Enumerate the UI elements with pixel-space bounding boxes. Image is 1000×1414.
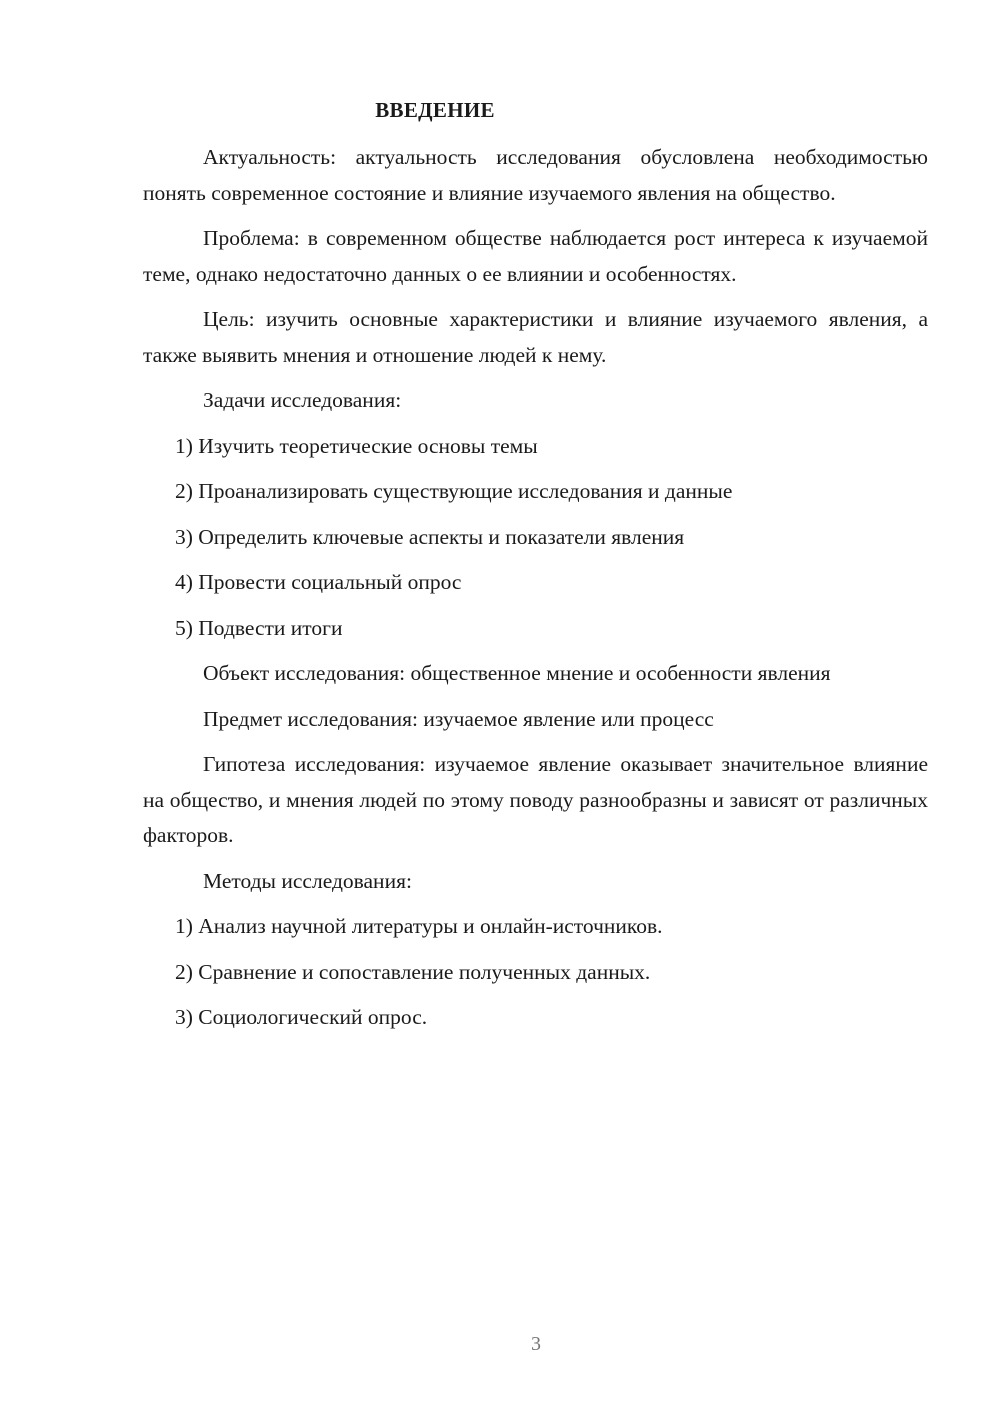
- method-item: 1) Анализ научной литературы и онлайн-источников.: [175, 914, 663, 938]
- object-line: Объект исследования: общественное мнение и особенности явления: [203, 661, 831, 685]
- tasks-title: Задачи исследования:: [203, 388, 402, 412]
- problem-paragraph: Проблема: в современном обществе наблюдается рост интереса к изучаемой теме, однако недостаточно данных о ее влиянии и особенностях.: [143, 226, 928, 286]
- task-item: 2) Проанализировать существующие исследования и данные: [175, 479, 733, 503]
- task-item: 5) Подвести итоги: [175, 615, 343, 640]
- subject-line: Предмет исследования: изучаемое явление или процесс: [203, 706, 714, 731]
- hypothesis-paragraph: Гипотеза исследования: изучаемое явление оказывает значительное влияние на общество, и мнения людей по этому поводу разнообразны и зависят от различных факторов.: [143, 752, 928, 847]
- goal-paragraph: Цель: изучить основные характеристики и влияние изучаемого явления, а также выявить мнения и отношение людей к нему.: [143, 307, 928, 367]
- page-number: 3: [531, 1333, 541, 1355]
- document-body: [143, 140, 928, 1046]
- task-item: 4) Провести социальный опрос: [175, 570, 462, 594]
- method-item: 2) Сравнение и сопоставление полученных данных.: [175, 959, 651, 984]
- method-item: 3) Социологический опрос.: [175, 1005, 428, 1029]
- task-item: 1) Изучить теоретические основы темы: [175, 433, 538, 458]
- section-heading: ВВЕДЕНИЕ: [375, 98, 495, 122]
- relevance-paragraph: Актуальность: актуальность исследования обусловлена необходимостью понять современное состояние и влияние изучаемого явления на общество.: [143, 145, 928, 205]
- methods-title: Методы исследования:: [203, 868, 412, 893]
- task-item: 3) Определить ключевые аспекты и показатели явления: [175, 524, 685, 549]
